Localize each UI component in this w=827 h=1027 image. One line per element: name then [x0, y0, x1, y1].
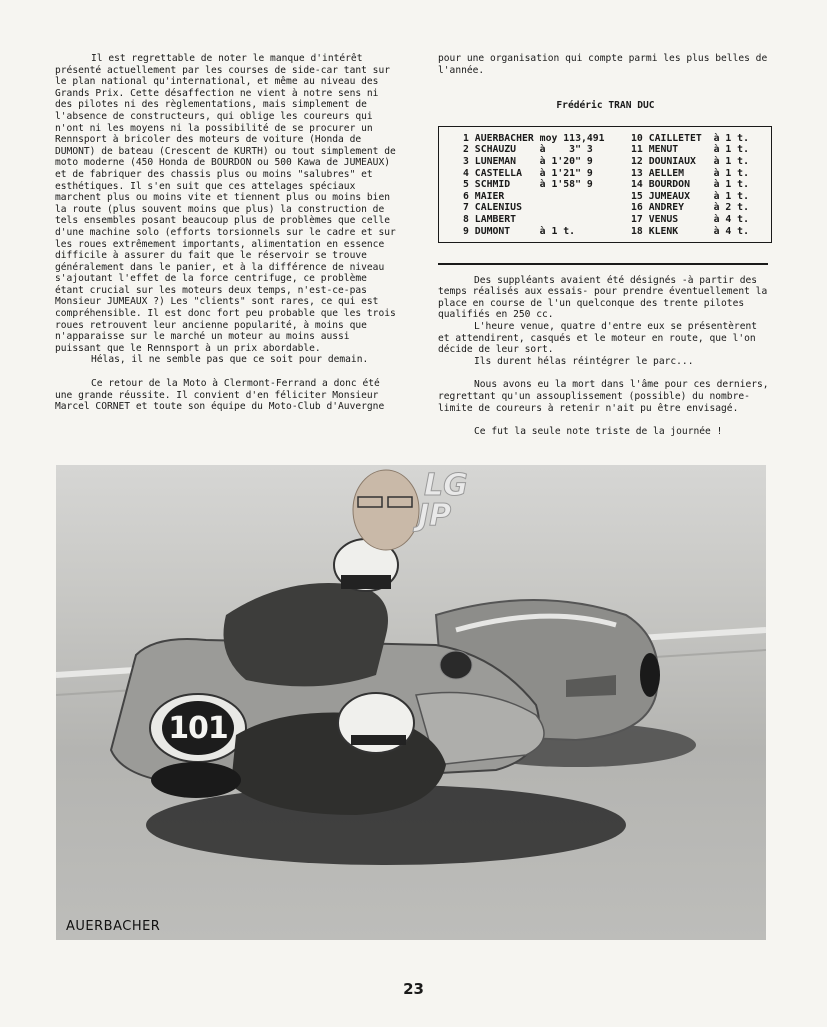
paragraph-continuation: pour une organisation qui compte parmi les plus belles de l'année.	[438, 53, 774, 76]
result-row: 1 AUERBACHER moy 113,491 10 CAILLETET à 1 t.	[463, 132, 749, 144]
result-row: 6 MAIER 15 JUMEAUX à 1 t.	[463, 190, 749, 202]
page-number: 23	[403, 980, 424, 998]
result-row: 4 CASTELLA à 1'21" 9 13 AELLEM à 1 t.	[463, 167, 749, 179]
result-row: 2 SCHAUZU à 3" 3 11 MENUT à 1 t.	[463, 144, 749, 156]
paragraph-helas: Hélas, il ne semble pas que ce soit pour demain.	[91, 354, 369, 366]
result-row: 3 LUNEMAN à 1'20" 9 12 DOUNIAUX à 1 t.	[463, 155, 749, 167]
paragraph-heure-venue: L'heure venue, quatre d'entre eux se présentèrent et attendirent, casqués et le moteur en route, que l'on décide de leur sort.	[438, 321, 763, 356]
result-row: 9 DUMONT à 1 t. 18 KLENK à 4 t.	[463, 225, 749, 237]
watermark-logo: LG JP	[418, 468, 468, 533]
results-table	[438, 126, 772, 243]
paragraph-reussite: Ce retour de la Moto à Clermont-Ferrand a donc été une grande réussite. Il convient d'en féliciter Monsieur Marcel CORNET et toute son équipe du Moto-Club d'Auvergne	[55, 378, 386, 413]
photo-caption: AUERBACHER	[66, 919, 161, 934]
result-row: 7 CALENIUS 16 ANDREY à 2 t.	[463, 202, 749, 214]
race-number: 101	[168, 711, 228, 746]
paragraph-parc: Ils durent hélas réintégrer le parc...	[474, 355, 694, 367]
left-column	[55, 53, 400, 413]
author-signature: Frédéric TRAN DUC	[556, 100, 655, 112]
paragraph-sidecar-interest: Il est regrettable de noter le manque d'intérêt présenté actuellement par les courses de side-car tant sur le plan national qu'international, et même au niveau des Grands Prix. Cette désaffection ne vient à notre sens ni des pilotes ni des règlementations, mais simplement de l'absence de constructeurs, qui oblige les coureurs qui n'ont ni les moyens ni la possibilité de se procurer un Rennsport à bricoler des moteurs de voiture (Honda de DUMONT) de bateau (Crescent de KURTH) ou tout simplement de moto moderne (450 Honda de BOURDON ou 500 Kawa de JUMEAUX) et de fabriquer des chassis plus ou moins "salubres" et esthétiques. Il s'en suit que ces attelages spéciaux marchent plus ou moins vite et tiennent plus ou moins bien la route (plus souvent moins que plus) la construction de tels ensembles posant beaucoup plus de problèmes que celle d'une machine solo (efforts torsionnels sur le cadre et sur les roues extrêmement importants, alimentation en essence difficile à assurer du fait que le réservoir se trouve généralement dans le panier, et à la différence de niveau s'ajoutant l'effet de la force centrifuge, ce problème étant crucial sur les moteurs deux temps, n'est-ce-pas Monsieur JUMEAUX ?) Les "clients" sont rares, ce qui est compréhensible. Il est donc fort peu probable que les trois roues retrouvent leur ancienne popularité, à moins que n'apparaisse sur le marché un moteur au moins aussi puissant que le Rennsport à un prix abordable.	[55, 53, 402, 354]
sidecar-photo	[56, 465, 766, 940]
sidecar-illustration	[56, 465, 766, 940]
paragraph-note-triste: Ce fut la seule note triste de la journée !	[474, 426, 723, 438]
paragraph-mort-ame: Nous avons eu la mort dans l'âme pour ces derniers, regrettant qu'un assouplissement (possible) du nombre-limite de coureurs à retenir n'ait pu être envisagé.	[438, 379, 775, 414]
right-column	[438, 53, 773, 438]
paragraph-suppleants: Des suppléants avaient été désignés -à partir des temps réalisés aux essais- pour prendre éventuellement la place en course de l'un quelconque des trente pilotes qualifiés en 250 cc.	[438, 274, 774, 321]
result-row: 8 LAMBERT 17 VENUS à 4 t.	[463, 213, 749, 225]
divider-rule	[438, 263, 768, 265]
result-row: 5 SCHMID à 1'58" 9 14 BOURDON à 1 t.	[463, 179, 749, 191]
